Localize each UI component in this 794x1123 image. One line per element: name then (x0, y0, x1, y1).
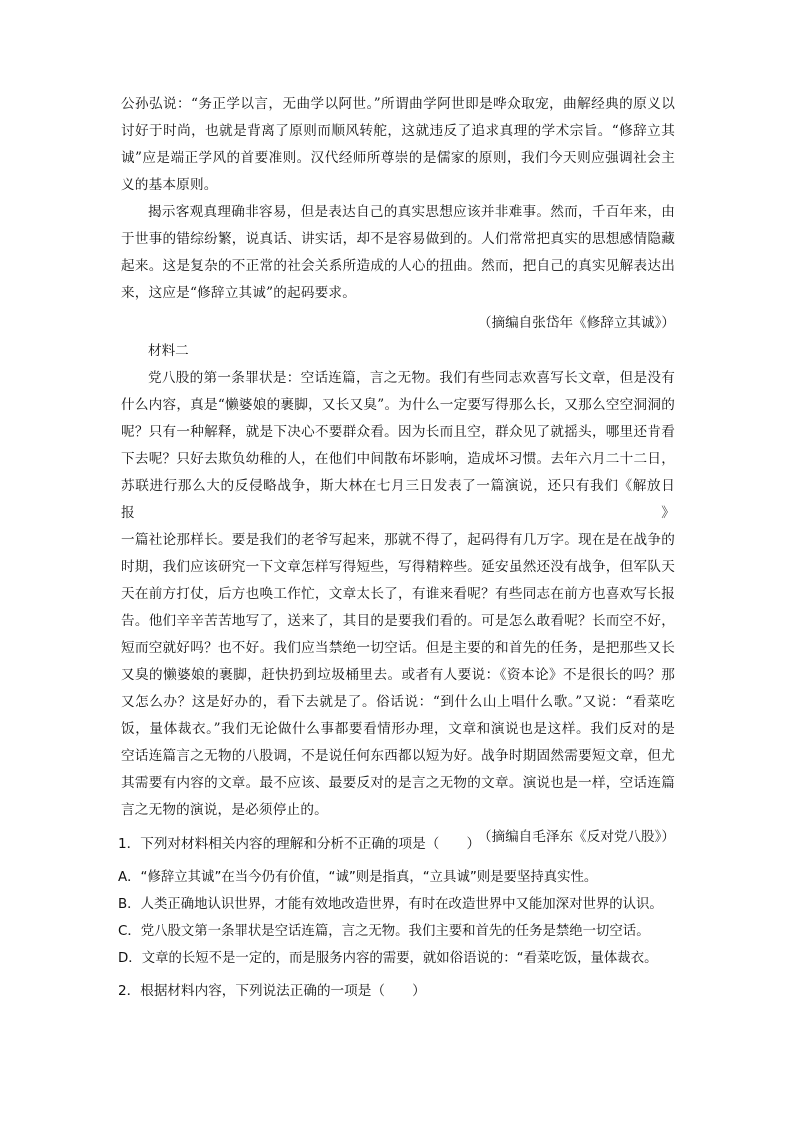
text-line: 言之无物的演说，是必须停止的。 (121, 802, 328, 818)
text-line: 什么内容，真是“懒婆娘的裹脚，又长又臭”。为什么一定要写得那么长，又那么空空洞洞的 (121, 397, 675, 413)
source-citation: （摘编自张岱年《修辞立其诚》） (477, 315, 675, 331)
text-line: 来，这应是“修辞立其诚”的起码要求。 (121, 285, 356, 301)
text-line: 饭，量体裁衣。”我们无论做什么事都要看情形办理，文章和演说也是这样。我们反对的是 (121, 721, 675, 737)
source-citation: （摘编自毛泽东《反对党八股》） (477, 829, 675, 845)
option-a: A．“修辞立其诚”在当今仍有价值，“诚”则是指真，“立具诚”则是要坚持真实性。 (118, 870, 598, 885)
text-line: 于世事的错综纷繁，说真话、讲实话，却不是容易做到的。人们常常把真实的思想感情隐藏 (121, 231, 675, 247)
text-line: 呢？只有一种解释，就是下决心不要群众看。因为长而且空，群众见了就摇头，哪里还肯看 (121, 424, 675, 440)
material2-heading: 材料二 (148, 343, 189, 359)
text-line: 空话连篇言之无物的八股调，不是说任何东西都以短为好。战争时期固然需要短文章，但尤 (121, 748, 675, 764)
material1-source (121, 310, 675, 337)
text-line: 又臭的懒婆娘的裹脚，赶快扔到垃圾桶里去。或者有人要说：《资本论》不是很长的吗？那 (121, 667, 675, 683)
material2 (121, 338, 675, 851)
text-line: 一篇社论那样长。要是我们的老爷写起来，那就不得了，起码得有几万字。现在是在战争的 (121, 532, 675, 548)
option-b: B．人类正确地认识世界，才能有效地改造世界，有时在改造世界中又能加深对世界的认识。 (118, 897, 663, 912)
question-2 (118, 978, 688, 1005)
text-line: 其需要有内容的文章。最不应该、最要反对的是言之无物的文章。演说也是一样，空话连篇 (121, 775, 675, 791)
text-line: 告。他们辛辛苦苦地写了，送来了，其目的是要我们看的。可是怎么敢看呢？长而空不好， (121, 613, 675, 629)
text-line: 时期，我们应该研究一下文章怎样写得短些，写得精粹些。延安虽然还没有战争，但军队天 (121, 559, 675, 575)
text-line: 诚”应是端正学风的首要准则。汉代经师所尊崇的是儒家的原则，我们今天则应强调社会主 (121, 150, 675, 166)
question-1 (118, 831, 688, 972)
option-d: D．文章的长短不是一定的，而是服务内容的需要，就如俗语说的：“看菜吃饭，量体裁衣。 (118, 951, 658, 966)
text-line: 下去呢？只好去欺负幼稚的人，在他们中间散布坏影响，造成坏习惯。去年六月二十二日， (121, 451, 675, 467)
text-line: 党八股的第一条罪状是：空话连篇，言之无物。我们有些同志欢喜写长文章，但是没有 (148, 370, 675, 386)
text-line: 天在前方打仗，后方也唤工作忙，文章太长了，有谁来看呢？有些同志在前方也喜欢写长报 (121, 586, 675, 602)
text-line: 公孙弘说：“务正学以言，无曲学以阿世。”所谓曲学阿世即是哗众取宠，曲解经典的原义以 (121, 96, 675, 112)
text-line: 讨好于时尚，也就是背离了原则而顺风转舵，这就违反了追求真理的学术宗旨。“修辞立其 (121, 123, 675, 139)
material1-paragraph1 (121, 91, 675, 199)
question-stem: 2．根据材料内容，下列说法正确的一项是（ ） (118, 983, 426, 999)
text-line: 苏联进行那么大的反侵略战争，斯大林在七月三日发表了一篇演说，还只有我们《解放日报》 (121, 478, 675, 521)
question-stem: 1．下列对材料相关内容的理解和分析不正确的项是（ ） (118, 836, 481, 852)
text-line: 又怎么办？这是好办的，看下去就是了。俗话说：“到什么山上唱什么歌。”又说：“看菜吃 (121, 694, 675, 710)
text-line: 义的基本原则。 (121, 177, 218, 193)
text-line: 揭示客观真理确非容易，但是表达自己的真实思想应该并非难事。然而，千百年来，由 (148, 204, 675, 220)
text-line: 起来。这是复杂的不正常的社会关系所造成的人心的扭曲。然而，把自己的真实见解表达出 (121, 258, 675, 274)
text-line: 短而空就好吗？也不好。我们应当禁绝一切空话。但是主要的和首先的任务，是把那些又长 (121, 640, 675, 656)
option-c: C．党八股文第一条罪状是空话连篇，言之无物。我们主要和首先的任务是禁绝一切空话。 (118, 924, 650, 939)
material1-paragraph2 (121, 199, 675, 307)
